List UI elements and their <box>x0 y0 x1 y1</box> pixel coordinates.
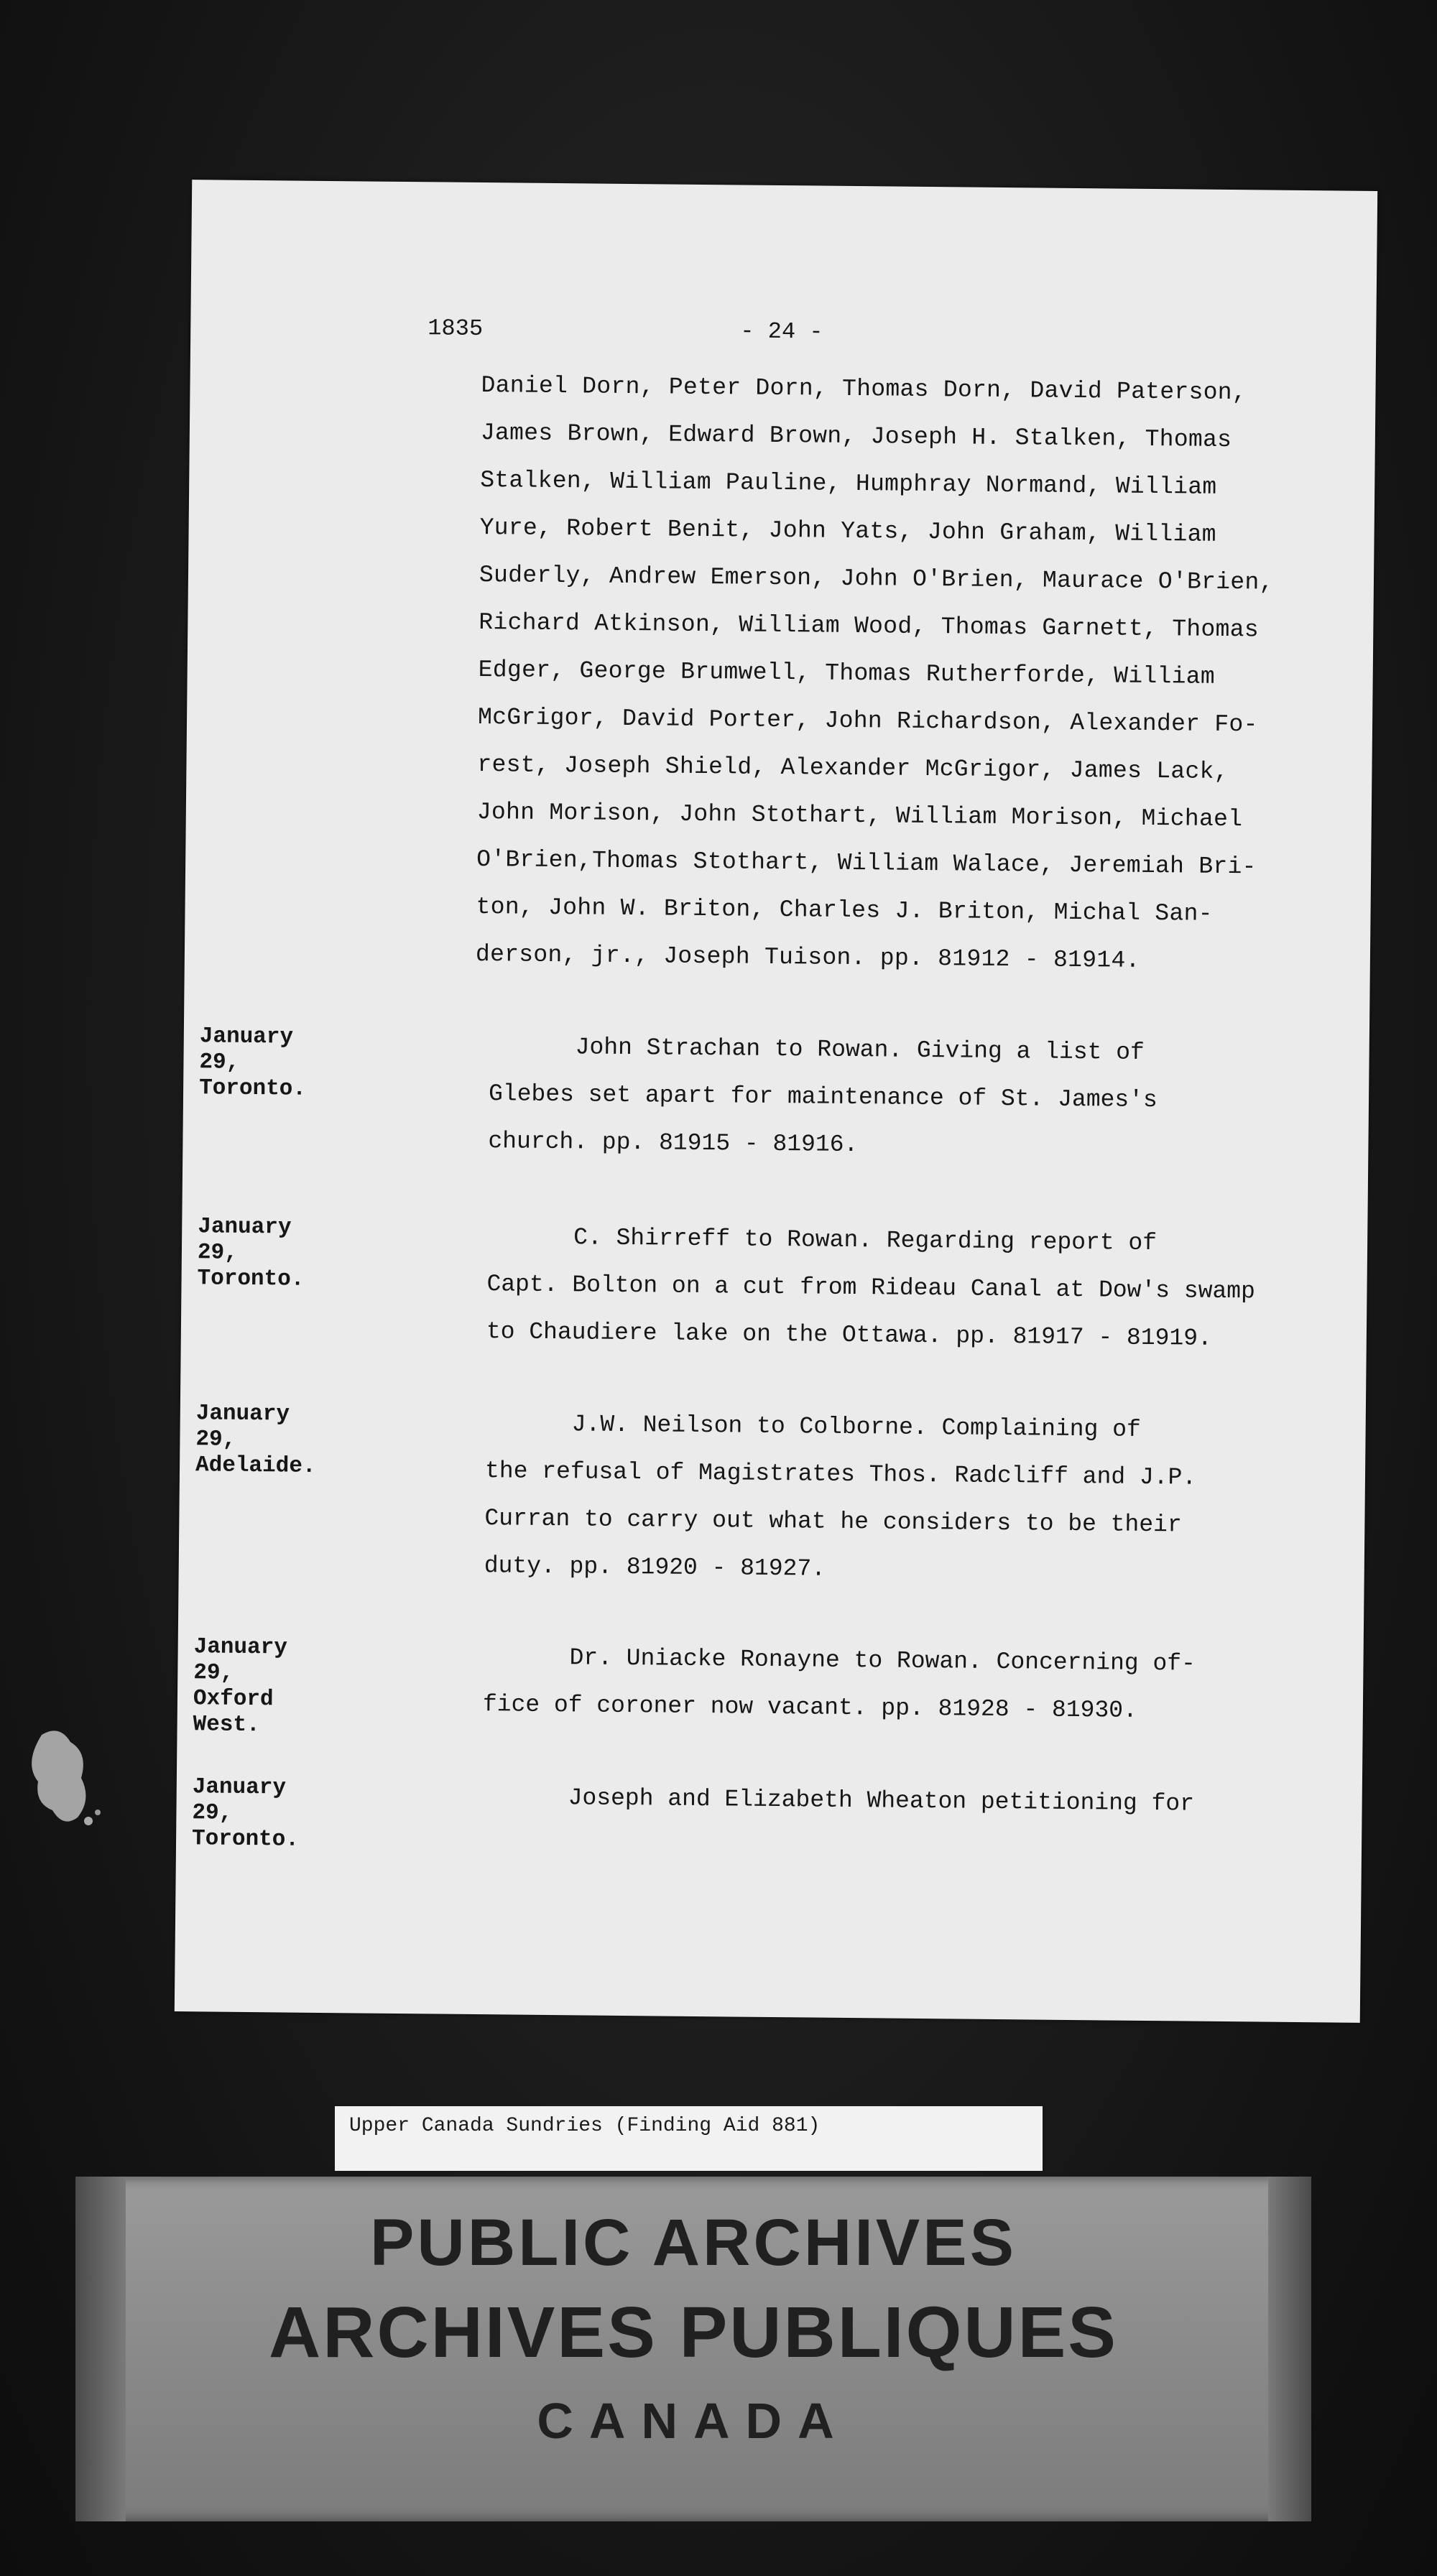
name-list-paragraph <box>475 362 1274 986</box>
name-list-line: Suderly, Andrew Emerson, John O'Brien, Maurace O'Brien, <box>479 562 1274 596</box>
name-list-line: derson, jr., Joseph Tuison. pp. 81912 - 81914. <box>475 940 1140 974</box>
name-list-line: Yure, Robert Benit, John Yats, John Graham, William <box>479 514 1217 548</box>
entry-text: C. Shirreff to Rowan. Regarding report of Capt. Bolton on a cut from Rideau Canal at Dow's swamp to Chaudiere lake on the Ottawa. pp. 81917 - 81919. <box>486 1224 1256 1352</box>
stamp-line-english: PUBLIC ARCHIVES <box>370 2206 1017 2279</box>
archives-stamp <box>75 2177 1311 2521</box>
name-list-line: Edger, George Brumwell, Thomas Rutherforde, William <box>478 656 1216 690</box>
stamp-line-country: CANADA <box>537 2393 850 2449</box>
entry-date: January 29, Toronto. <box>197 1214 305 1292</box>
paper-damage-mark <box>20 1720 106 1828</box>
name-list-line: rest, Joseph Shield, Alexander McGrigor, James Lack, <box>477 751 1229 786</box>
entry-date: January 29, Toronto. <box>198 1024 307 1102</box>
year-heading: 1835 <box>428 315 484 343</box>
entry-date: January 29, Adelaide. <box>195 1401 316 1479</box>
name-list-line: ton, John W. Briton, Charles J. Briton, Michal San- <box>476 893 1213 927</box>
entry-text: J.W. Neilson to Colborne. Complaining of the refusal of Magistrates Thos. Radcliff and J.P. Curran to carry out what he considers to be their duty. pp. 81920 - 81927. <box>484 1411 1197 1583</box>
page-number: - 24 - <box>740 318 823 346</box>
finding-aid-label: Upper Canada Sundries (Finding Aid 881) <box>335 2106 1043 2171</box>
name-list-line: Richard Atkinson, William Wood, Thomas Garnett, Thomas <box>479 608 1260 644</box>
entry-date: January 29, Toronto. <box>191 1774 300 1853</box>
name-list-line: O'Brien,Thomas Stothart, William Walace, Jeremiah Bri- <box>476 845 1257 881</box>
name-list-line: Stalken, William Pauline, Humphray Normand, William <box>480 467 1217 501</box>
document-page <box>175 180 1377 2023</box>
name-list-line: John Morison, John Stothart, William Morison, Michael <box>476 798 1243 833</box>
stamp-line-french: ARCHIVES PUBLIQUES <box>269 2292 1118 2373</box>
entry-date: January 29, Oxford West. <box>193 1634 288 1738</box>
name-list-line: McGrigor, David Porter, John Richardson, Alexander Fo- <box>477 703 1258 738</box>
name-list-line: Daniel Dorn, Peter Dorn, Thomas Dorn, David Paterson, <box>481 372 1247 407</box>
name-list-line: James Brown, Edward Brown, Joseph H. Stalken, Thomas <box>480 420 1232 454</box>
entry-text: John Strachan to Rowan. Giving a list of Glebes set apart for maintenance of St. James's church. pp. 81915 - 81916. <box>488 1034 1158 1159</box>
entry-text: Dr. Uniacke Ronayne to Rowan. Concerning of- fice of coroner now vacant. pp. 81928 - 81930. <box>482 1644 1196 1724</box>
entry-text: Joseph and Elizabeth Wheaton petitioning for <box>568 1784 1195 1817</box>
